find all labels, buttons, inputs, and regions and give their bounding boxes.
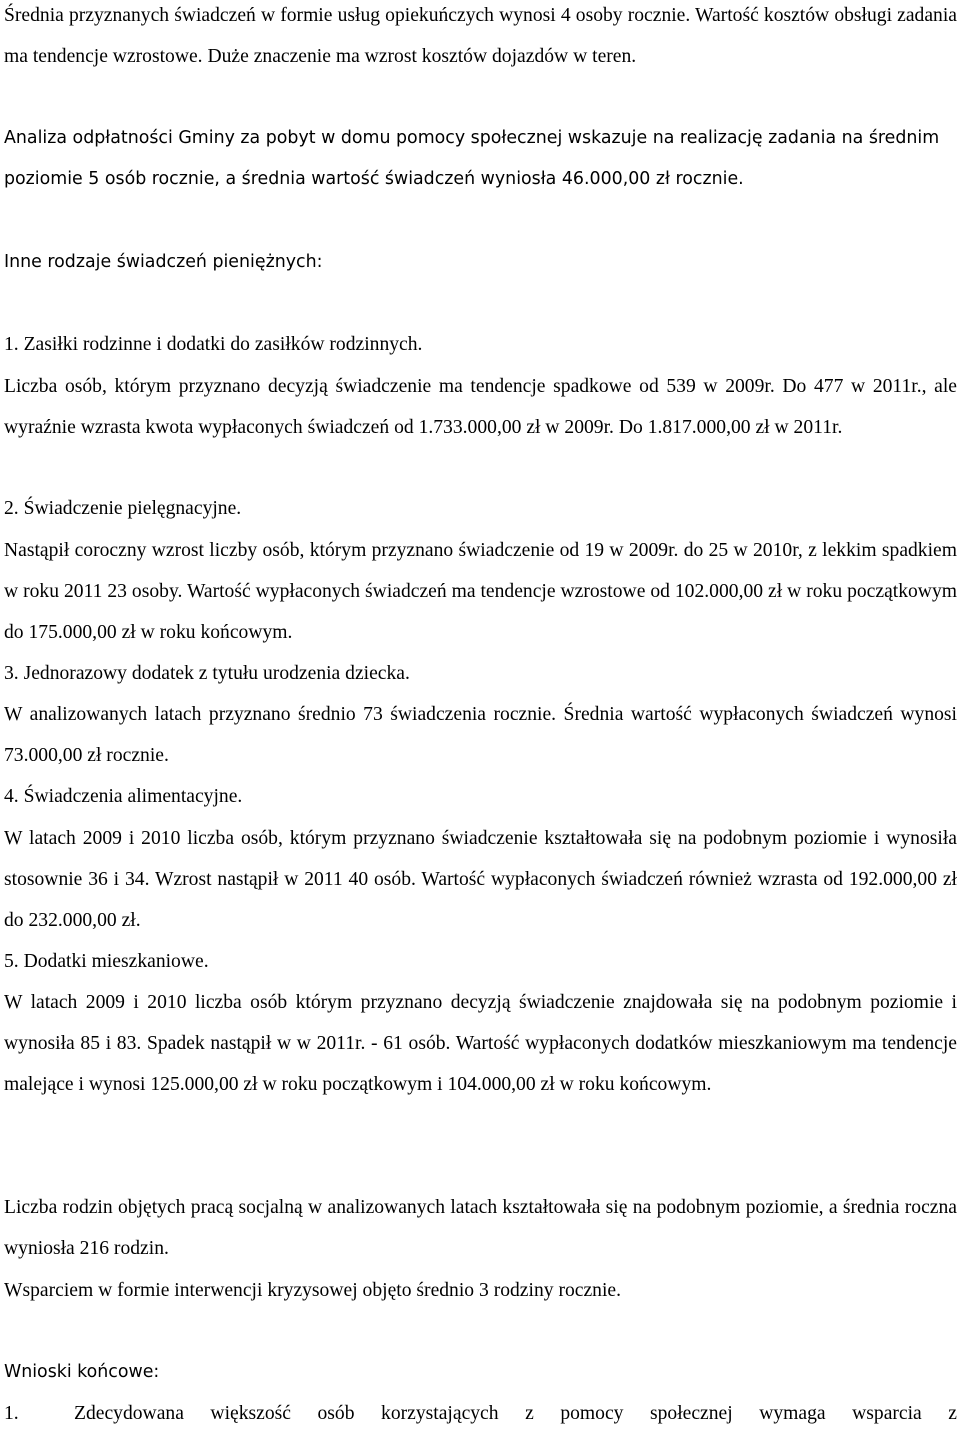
heading-conclusions: Wnioski końcowe: xyxy=(4,1362,160,1382)
heading-other-benefits: Inne rodzaje świadczeń pieniężnych: xyxy=(4,252,323,272)
conclusion-item-text: Zdecydowana większość osób korzystających z pomocy społecznej wymaga wsparcia z xyxy=(74,1403,957,1424)
section-title-birth-allowance: 3. Jednorazowy dodatek z tytułu urodzenia dziecka. xyxy=(4,663,410,684)
section-title-housing-allowance: 5. Dodatki mieszkaniowe. xyxy=(4,951,209,972)
section-body-birth-allowance: W analizowanych latach przyznano średnio 73 świadczenia rocznie. Średnia wartość wypłaconych świadczeń wynosi 73.000,00 zł rocznie. xyxy=(4,704,957,766)
section-body-housing-allowance: W latach 2009 i 2010 liczba osób którym przyznano decyzją świadczenie znajdowała się na podobnym poziomie i wynosiła 85 i 83. Spadek nastąpił w w 2011r. - 61 osób. Wartość wypłaconych dodatków mieszkaniowym ma tendencje malejące i wynosi 125.000,00 zł w roku początkowym i 104.000,00 zł w roku końcowym. xyxy=(4,992,957,1095)
paragraph-crisis-intervention: Wsparciem w formie interwencji kryzysowej objęto średnio 3 rodziny rocznie. xyxy=(4,1280,621,1301)
section-body-family-allowances: Liczba osób, którym przyznano decyzją świadczenie ma tendencje spadkowe od 539 w 2009r. Do 477 w 2011r., ale wyraźnie wzrasta kwota wypłaconych świadczeń od 1.733.000,00 zł w 2009r. Do 1.817.000,00 zł w 2011r. xyxy=(4,376,957,438)
section-body-alimony: W latach 2009 i 2010 liczba osób, którym przyznano świadczenie kształtowała się na podobnym poziomie i wynosiła stosownie 36 i 34. Wzrost nastąpił w 2011 40 osób. Wartość wypłaconych świadczeń również wzrasta od 192.000,00 zł do 232.000,00 zł. xyxy=(4,828,957,931)
conclusion-item-number: 1. xyxy=(4,1403,19,1424)
paragraph-nursing-home: Analiza odpłatności Gminy za pobyt w domu pomocy społecznej wskazuje na realizację zadania na średnim poziomie 5 osób rocznie, a średnia wartość świadczeń wyniosła 46.000,00 zł rocznie. xyxy=(4,128,940,189)
conclusion-item-1 xyxy=(4,1393,957,1434)
section-title-care-benefit: 2. Świadczenie pielęgnacyjne. xyxy=(4,498,242,519)
section-title-family-allowances: 1. Zasiłki rodzinne i dodatki do zasiłków rodzinnych. xyxy=(4,334,423,355)
paragraph-care-services: Średnia przyznanych świadczeń w formie usług opiekuńczych wynosi 4 osoby rocznie. Wartość kosztów obsługi zadania ma tendencje wzrostowe. Duże znaczenie ma wzrost kosztów dojazdów w teren. xyxy=(4,5,957,67)
section-title-alimony: 4. Świadczenia alimentacyjne. xyxy=(4,786,243,807)
paragraph-social-work: Liczba rodzin objętych pracą socjalną w analizowanych latach kształtowała się na podobnym poziomie, a średnia roczna wyniosła 216 rodzin. xyxy=(4,1197,957,1259)
section-body-care-benefit: Nastąpił coroczny wzrost liczby osób, którym przyznano świadczenie od 19 w 2009r. do 25 w 2010r, z lekkim spadkiem w roku 2011 23 osoby. Wartość wypłaconych świadczeń ma tendencje wzrostowe od 102.000,00 zł w roku początkowym do 175.000,00 zł w roku końcowym. xyxy=(4,540,957,643)
